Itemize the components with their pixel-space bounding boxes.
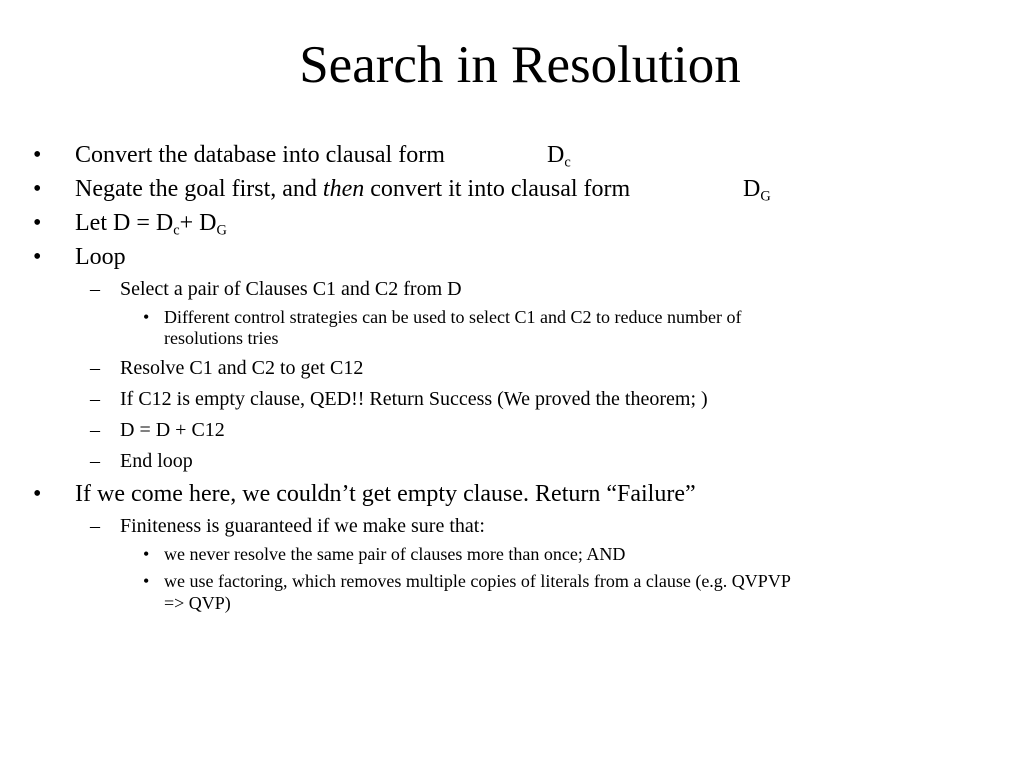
bullet-negate-text: Negate the goal first, and [75, 176, 323, 202]
subscript-c: c [173, 222, 180, 239]
bullet-let [75, 209, 227, 237]
subsub-strategies-line2: resolutions tries [164, 328, 279, 348]
emphasis-then: then [322, 176, 365, 202]
dash-marker: – [90, 278, 100, 300]
sub-resolve: Resolve C1 and C2 to get C12 [120, 357, 364, 379]
dash-marker: – [90, 357, 100, 379]
bullet-marker: • [143, 544, 150, 564]
bullet-marker: • [33, 176, 42, 202]
bullet-marker: • [33, 142, 42, 168]
bullet-negate-text-2: convert it into clausal form [364, 176, 631, 202]
dash-marker: – [90, 450, 100, 472]
let-text-2: + D [179, 210, 217, 236]
dash-marker: – [90, 515, 100, 537]
subscript-c: c [564, 154, 571, 171]
subsub-factoring-line1: we use factoring, which removes multiple copies of literals from a clause (e.g. QVPVP [164, 571, 791, 591]
bullet-convert [75, 141, 445, 169]
bullet-loop: Loop [75, 244, 126, 270]
subsub-factoring-line2: => QVP) [164, 593, 231, 613]
bullet-convert-text: Convert the database into clausal form [75, 142, 445, 168]
subscript-g: G [216, 222, 227, 239]
bullet-negate [75, 175, 630, 203]
symbol-d: D [547, 142, 565, 168]
bullet-marker: • [143, 571, 150, 591]
bullet-marker: • [33, 244, 42, 270]
let-text: Let D = D [75, 210, 174, 236]
subscript-g: G [760, 188, 771, 205]
subsub-never: we never resolve the same pair of clauses more than once; AND [164, 544, 626, 564]
sub-finiteness: Finiteness is guaranteed if we make sure that: [120, 515, 485, 537]
bullet-marker: • [33, 210, 42, 236]
sub-end-loop: End loop [120, 450, 193, 472]
bullet-marker: • [143, 307, 150, 327]
bullet-failure: If we come here, we couldn’t get empty clause. Return “Failure” [75, 481, 696, 507]
dash-marker: – [90, 419, 100, 441]
dash-marker: – [90, 388, 100, 410]
sub-update: D = D + C12 [120, 419, 225, 441]
sub-select: Select a pair of Clauses C1 and C2 from D [120, 278, 462, 300]
slide-title: Search in Resolution [299, 36, 741, 94]
subsub-strategies-line1: Different control strategies can be used to select C1 and C2 to reduce number of [164, 307, 742, 327]
symbol-d: D [743, 176, 761, 202]
symbol-dg [743, 175, 771, 203]
bullet-marker: • [33, 481, 42, 507]
sub-empty-clause: If C12 is empty clause, QED!! Return Success (We proved the theorem; ) [120, 388, 708, 410]
symbol-dc [547, 141, 571, 169]
